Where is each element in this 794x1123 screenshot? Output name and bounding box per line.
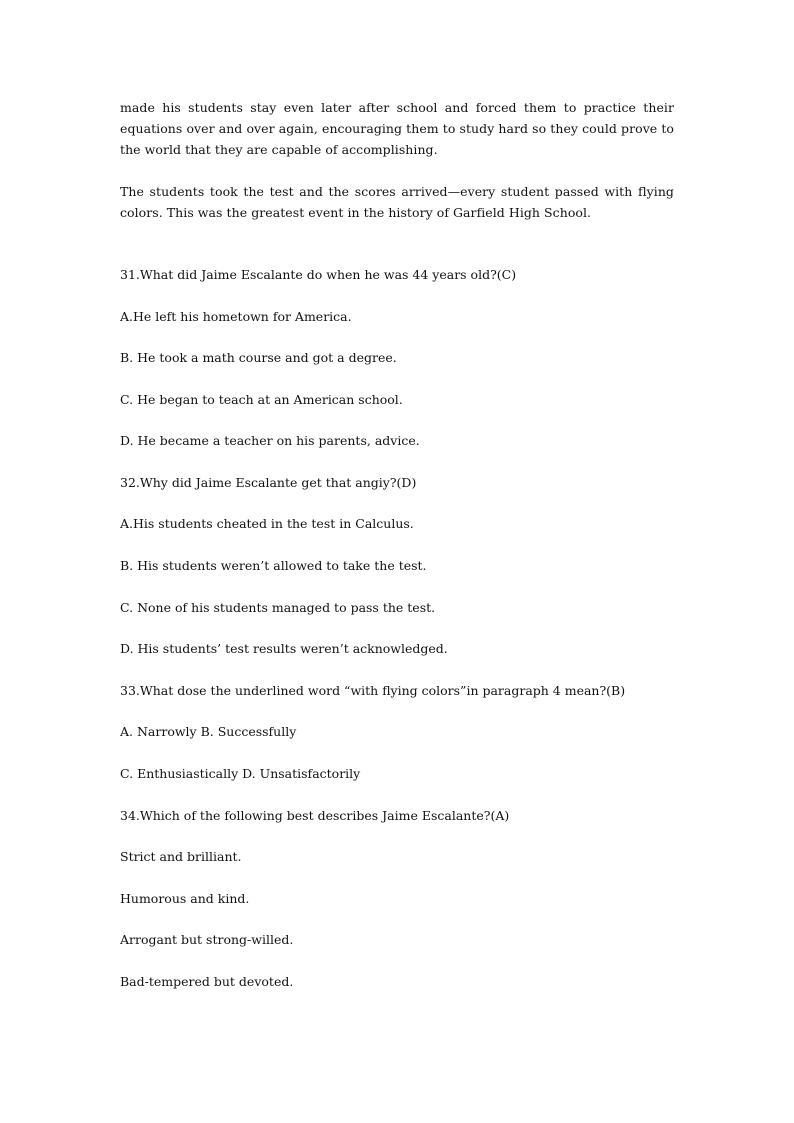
question-34-option-3: Arrogant but strong-willed. [120, 932, 294, 947]
question-31-option-a: A.He left his hometown for America. [120, 309, 352, 324]
question-31-stem: 31.What did Jaime Escalante do when he was 44 years old?(C) [120, 267, 517, 282]
passage-paragraph-continued: made his students stay even later after school and forced them to practice their equations over and over again, encouraging them to study hard so they could prove to the world that they are capable of accomplishing. [120, 100, 674, 157]
question-34-stem: 34.Which of the following best describes Jaime Escalante?(A) [120, 808, 510, 823]
question-31-option-d: D. He became a teacher on his parents, advice. [120, 433, 420, 448]
question-31-option-c: C. He began to teach at an American school. [120, 392, 403, 407]
question-32-stem: 32.Why did Jaime Escalante get that angiy?(D) [120, 475, 417, 490]
question-34-option-2: Humorous and kind. [120, 891, 250, 906]
question-34-option-4: Bad-tempered but devoted. [120, 974, 294, 989]
question-32-option-a: A.His students cheated in the test in Calculus. [120, 516, 414, 531]
question-31-option-b: B. He took a math course and got a degree. [120, 350, 397, 365]
question-32-option-c: C. None of his students managed to pass the test. [120, 600, 436, 615]
question-34-option-1: Strict and brilliant. [120, 849, 242, 864]
question-33-options-ab: A. Narrowly B. Successfully [120, 724, 297, 739]
question-33-options-cd: C. Enthusiastically D. Unsatisfactorily [120, 766, 361, 781]
question-33-stem: 33.What dose the underlined word “with flying colors”in paragraph 4 mean?(B) [120, 683, 626, 698]
passage-paragraph-4: The students took the test and the scores arrived—every student passed with flying colors. This was the greatest event in the history of Garfield High School. [120, 184, 674, 220]
question-32-option-b: B. His students weren’t allowed to take the test. [120, 558, 427, 573]
question-32-option-d: D. His students’ test results weren’t acknowledged. [120, 641, 448, 656]
